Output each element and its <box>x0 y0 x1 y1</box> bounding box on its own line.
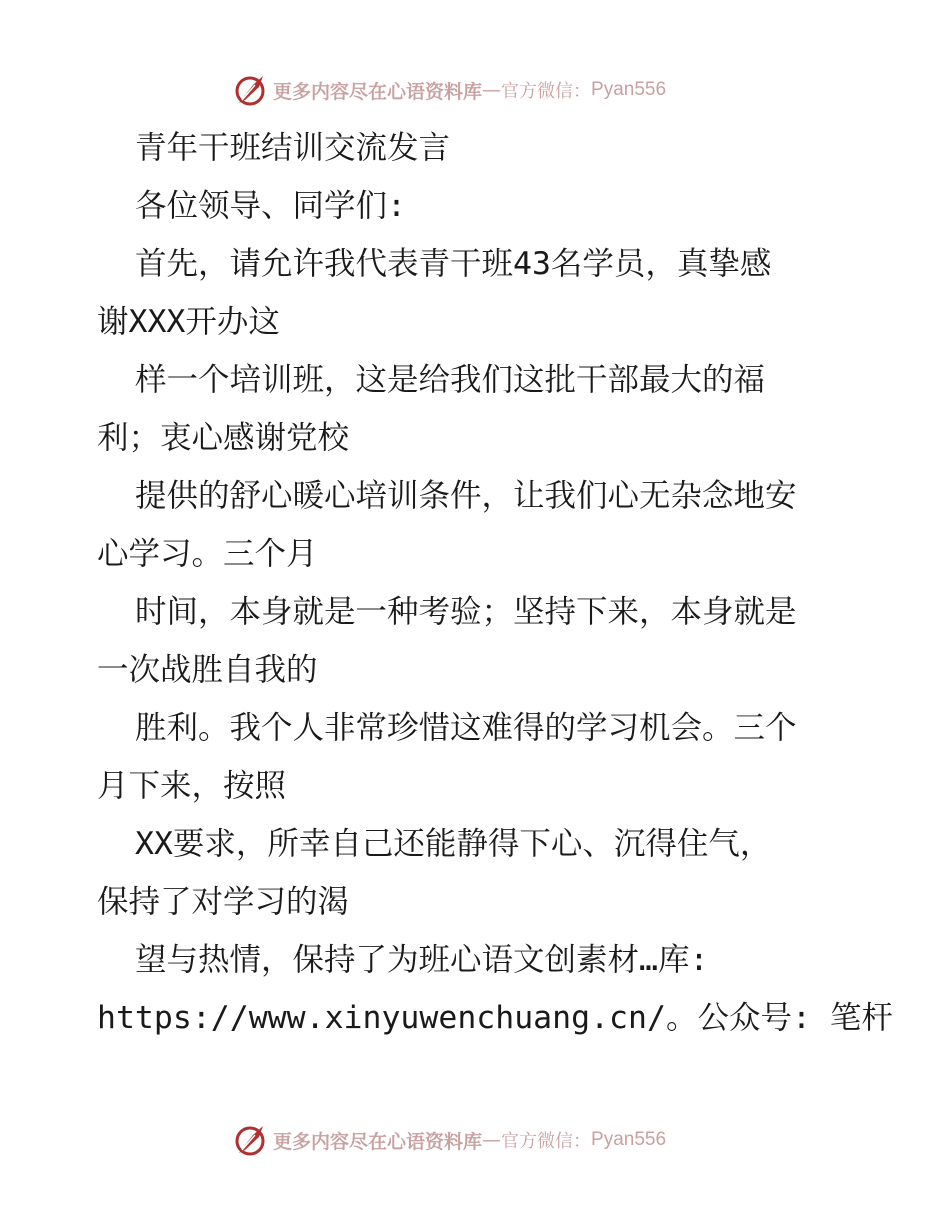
banner-wechat-label: 官方微信： <box>501 81 592 102</box>
body-line: 提供的舒心暖心培训条件，让我们心无杂念地安 <box>135 478 797 514</box>
footer-banner <box>233 1122 666 1158</box>
body-line: 保持了对学习的渴 <box>97 884 350 920</box>
banner-text: 更多内容尽在心语资料库 <box>273 80 483 103</box>
body-line: 样一个培训班，这是给我们这批干部最大的福 <box>135 362 766 398</box>
body-line: 谢XXX开办这 <box>97 304 280 340</box>
body-line: 利；衷心感谢党校 <box>97 420 350 456</box>
banner-dash: — <box>482 79 502 101</box>
body-line: 一次战胜自我的 <box>97 652 318 688</box>
banner-text: 更多内容尽在心语资料库 <box>273 1130 483 1153</box>
document-body <box>97 119 893 1047</box>
banner-wechat-id: Pyan556 <box>591 79 667 100</box>
banner-wechat-label: 官方微信： <box>501 1131 592 1152</box>
body-line-url: https://www.xinyuwenchuang.cn/。公众号: 笔杆 <box>97 1000 893 1036</box>
banner-wechat-id: Pyan556 <box>591 1129 667 1150</box>
body-line: 月下来，按照 <box>97 768 287 804</box>
body-line: 望与热情，保持了为班心语文创素材…库: <box>135 942 709 978</box>
header-banner <box>233 72 666 108</box>
document-title: 青年干班结训交流发言 <box>135 130 451 166</box>
body-line: 心学习。三个月 <box>97 536 318 572</box>
body-line: 胜利。我个人非常珍惜这难得的学习机会。三个 <box>135 710 797 746</box>
body-line: 首先，请允许我代表青干班43名学员，真挚感 <box>135 246 772 282</box>
body-line: 时间，本身就是一种考验；坚持下来，本身就是 <box>135 594 797 630</box>
salutation: 各位领导、同学们: <box>135 188 406 224</box>
body-line: XX要求，所幸自己还能静得下心、沉得住气， <box>135 826 772 862</box>
quill-logo-icon <box>233 1123 267 1157</box>
banner-dash: — <box>482 1129 502 1151</box>
quill-logo-icon <box>233 73 267 107</box>
